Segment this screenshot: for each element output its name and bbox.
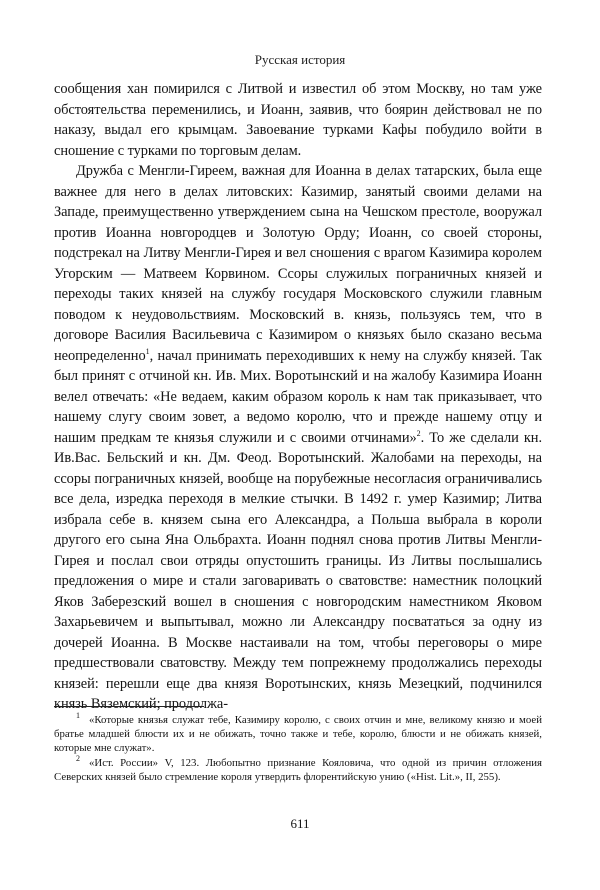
running-header: Русская история: [254, 52, 346, 67]
footnote-2-text: «Ист. России» V, 123. Любопытно признание Кояловича, что одной из причин отложения Северских князей было стремление короля утвердить флорентийскую унию («Hist. Lit.», II, 255).: [54, 756, 542, 783]
paragraph-2: [54, 161, 542, 715]
footnote-ref-2: 2: [416, 428, 421, 438]
footnote-1: [54, 713, 542, 756]
footnote-2-mark: 2: [76, 754, 80, 764]
footnote-divider: [54, 706, 204, 707]
page-number: 611: [290, 816, 310, 831]
footnotes: [54, 713, 542, 784]
paragraph-1: сообщения хан помирился с Литвой и известил об этом Москву, но там уже обстоятельства переменились, и Иоанн, заявив, что боярин действовал не по наказу, выдал его крымцам. Завоевание турками Кафы побудило войти в сношение с турками по торговым делам.: [54, 81, 542, 159]
footnote-1-text: «Которые князья служат тебе, Казимиру королю, с своих отчин и мне, великому князю и моей братье младшей блюсти их и не обижать, точно также и тебе, королю, блюсти и не обижать князей, которые мне служат».: [54, 714, 542, 755]
paragraph-2-part-c: . То же сделали кн. Ив.Вас. Бельский и кн. Дм. Феод. Воротынский. Жалобами на переходы, на ссоры пограничных князей, вообще на порубежные несогласия ограничивались все дела, изредка переходя в мелкие стычки. В 1492 г. умер Казимир; Литва избрала себе в. князем сына его Александра, а Польша выбрала в короли другого его сына Яна Ольбрахта. Иоанн поднял снова против Литвы Менгли-Гирея и послал свои отряды опустошить границы. Из Литвы послышались предложения о мире и стали заговаривать о сватовстве: наместник полоцкий Яков Заберезский вошел в сношения с новгородским наместником Яковом Захарьевичем и выпытывал, можно ли Александру посвататься за одну из дочерей Иоанна. В Москве настаивали на том, чтобы переговоры о мире предшествовали сватовству. Между тем попрежнему продолжались переходы князей: перешли еще два князя Воротынских, князь Мезецкий, подчинился князь Вяземский; продолжа-: [54, 429, 543, 712]
paragraph-2-part-b: , начал принимать переходивших к нему на службу князей. Так был принят с отчиной кн. Ив. Мих. Воротынский и на жалобу Казимира Иоанн велел отвечать: «Не ведаем, каким образом король к нам так приказывает, что нашему слугу своим зовет, а ведомо королю, что и прежде нашему отцу и нашим предкам те князья служили и с своими отчинами»: [54, 347, 542, 446]
footnote-2: [54, 756, 542, 784]
main-text: [54, 79, 542, 715]
footnote-ref-1: 1: [145, 346, 150, 356]
paragraph-2-part-a: Дружба с Менгли-Гиреем, важная для Иоанна в делах татарских, была еще важнее для него в делах литовских: Казимир, занятый своими делами на Западе, преимущественно утверждением сына на Чешском престоле, вооружал против Иоанна новгородцев и Золотую Орду; Иоанн, со своей стороны, подстрекал на Литву Менгли-Гирея и вел сношения с врагом Казимира королем Угорским — Матвеем Корвином. Ссоры служилых пограничных князей и переходы таких князей на службу государя Московского служили главным поводом к неудовольствиям. Московский в. князь, пользуясь тем, что в договоре Василия Васильевича с Казимиром о князьях было сказано весьма неопределенно: [54, 163, 542, 364]
footnote-1-mark: 1: [76, 711, 80, 721]
